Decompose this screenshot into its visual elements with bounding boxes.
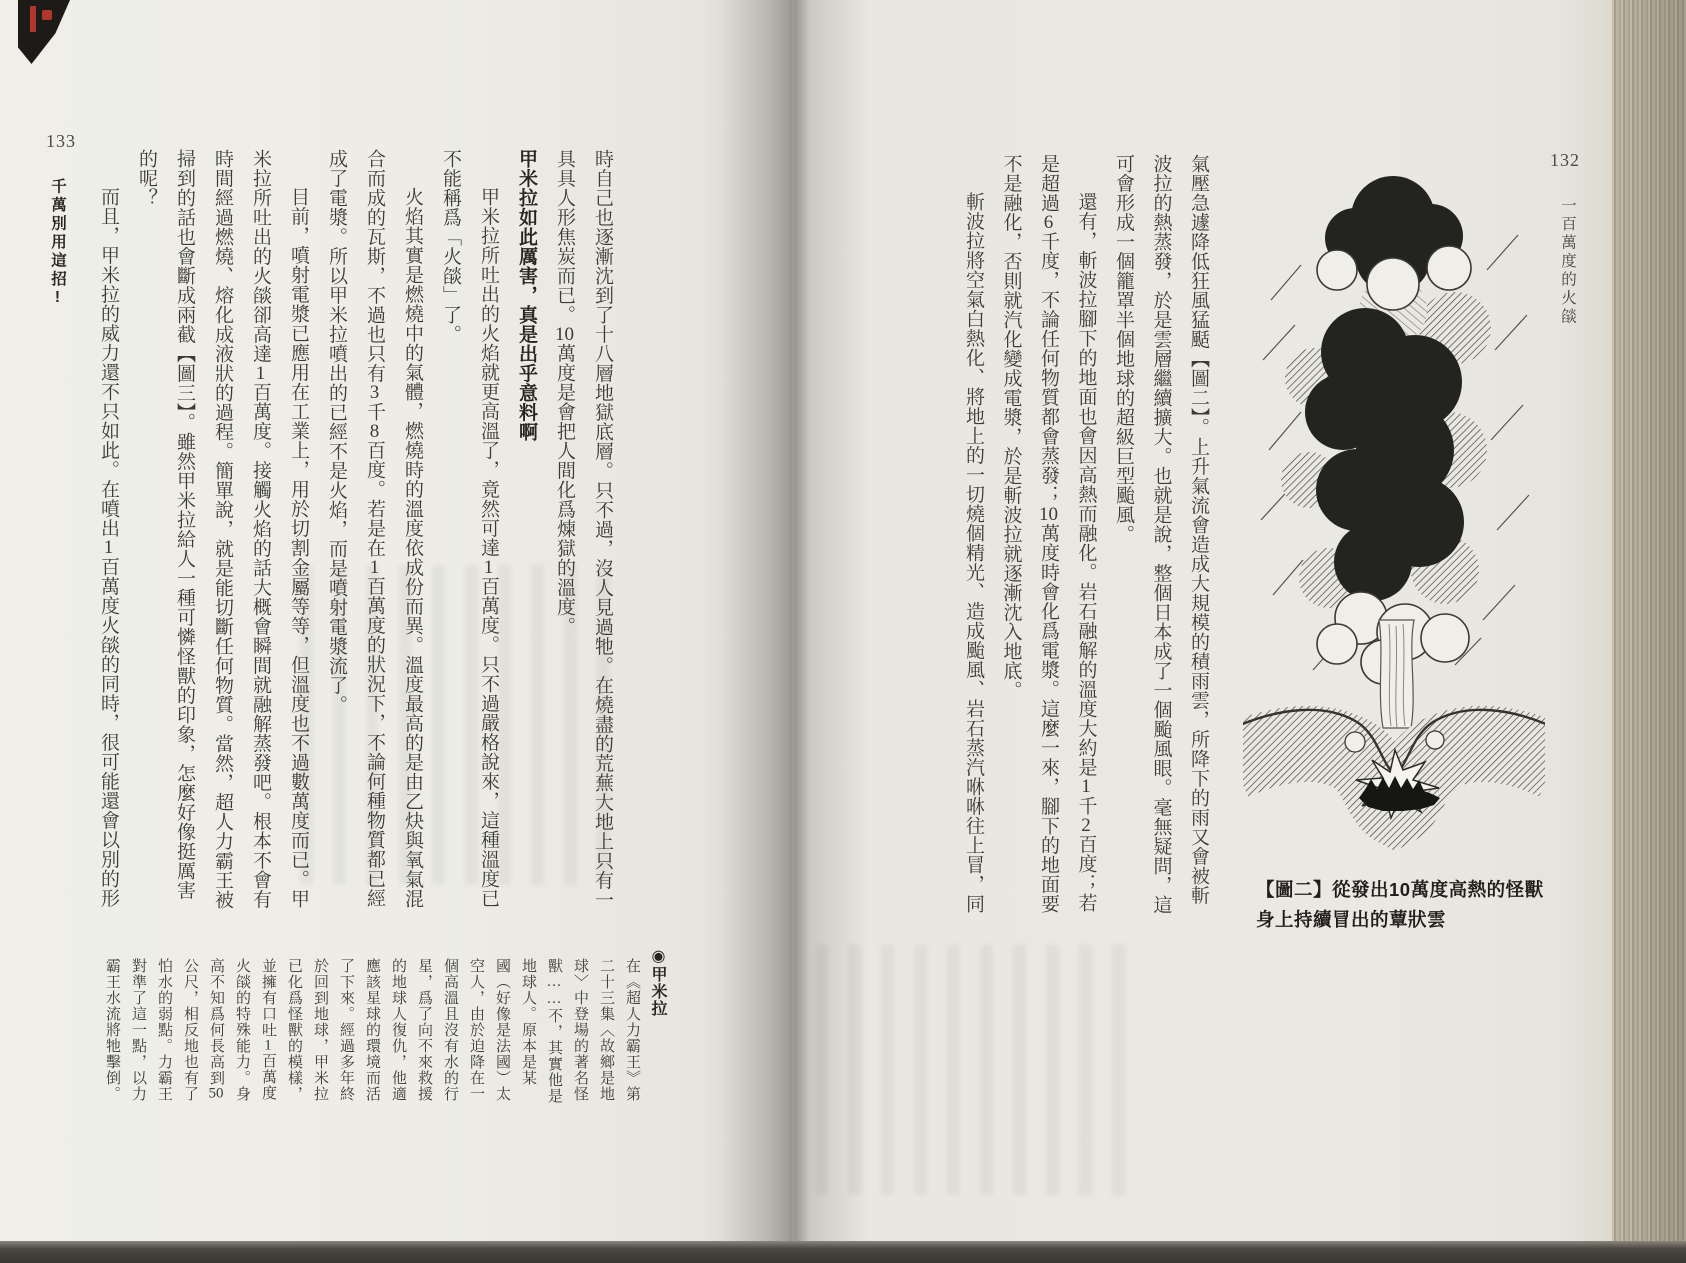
note-text xyxy=(104,958,639,1110)
text-column: 氣壓急遽降低狂風猛颳【圖二】。上升氣流會造成大規模的積雨雲，所降下的雨又會被斬 xyxy=(1188,154,1209,905)
note-column: 獸……不，其實他是 xyxy=(546,958,562,1104)
note-column: 高不知爲何長高到50 xyxy=(208,958,224,1101)
note-column: 霸王水流將牠擊倒。 xyxy=(104,958,120,1102)
text-column: 甲米拉所吐出的火焰就更高溫了，竟然可達1百萬度。只不過嚴格說來，這種溫度已 xyxy=(478,187,499,908)
note-column: 應該星球的環境而活 xyxy=(364,958,380,1102)
note-column: 火燄的特殊能力。身 xyxy=(234,958,250,1102)
text-column: 目前，噴射電漿已應用在工業上，用於切割金屬等等，但溫度也不過數萬度而已。甲 xyxy=(288,187,309,909)
text-column: 斬波拉將空氣白熱化、將地上的一切燒個精光、造成颱風、岩石蒸汽咻咻往上冒，同 xyxy=(963,192,984,914)
note-column: 國（好像是法國）太 xyxy=(494,958,510,1102)
page-edge-fan xyxy=(1612,0,1686,1245)
running-head: 一百萬度的火燄 xyxy=(1559,197,1576,327)
note-column: 個高溫且沒有水的行 xyxy=(442,958,458,1102)
text-column: 米拉所吐出的火燄卻高達1百萬度。接觸火焰的話大概會瞬間就融解蒸發吧。根本不會有 xyxy=(250,149,271,909)
cloud-stem xyxy=(1379,620,1414,728)
text-column: 具具人形焦炭而已。10萬度是會把人間化爲煉獄的溫度。 xyxy=(554,149,575,636)
note-column: 於回到地球，甲米拉 xyxy=(312,958,328,1102)
text-column: 火焰其實是燃燒中的氣體，燃燒時的溫度依成份而異。溫度最高的是由乙炔與氧氣混 xyxy=(402,187,423,909)
text-column: 時自己也逐漸沈到了十八層地獄底層。只不過，沒人見過牠。在燒盡的荒蕪大地上只有一 xyxy=(592,149,613,910)
page-number: 133 xyxy=(46,131,76,151)
red-stamp-mark xyxy=(30,6,36,32)
note-column: 並擁有口吐1百萬度 xyxy=(260,958,276,1101)
scan-bottom-edge xyxy=(0,1241,1686,1263)
text-column: 時間經過燃燒、熔化成液狀的過程。簡單說，就是能切斷任何物質。當然，超人力霸王被 xyxy=(212,149,233,910)
page-number: 132 xyxy=(1550,150,1580,170)
right-page-body-text xyxy=(964,154,1208,939)
text-column: 不是融化，否則就汽化變成電漿，於是斬波拉就逐漸沈入地底。 xyxy=(1000,154,1022,700)
figure-caption-line: 【圖二】從發出10萬度高熱的怪獸 xyxy=(1256,879,1544,900)
note-column: 的地球人復仇，他適 xyxy=(390,958,406,1102)
note-column: 怕水的弱點。力霸王 xyxy=(156,958,172,1102)
text-column: 的呢？ xyxy=(136,149,157,208)
note-column: 對準了這一點，以力 xyxy=(130,958,146,1102)
note-column: 已化爲怪獸的模樣， xyxy=(286,958,302,1102)
text-column: 波拉的熱蒸發，於是雲層繼續擴大。也就是說，整個日本成了一個颱風眼。毫無疑問，這 xyxy=(1150,154,1172,915)
text-column: 不能稱爲「火燄」了。 xyxy=(440,149,461,344)
note-column: 地球人。原本是某 xyxy=(520,958,536,1086)
text-column: 掃到的話也會斷成兩截【圖三】。雖然甲米拉給人一種可憐怪獸的印象，怎麼好像挺厲害 xyxy=(174,149,195,900)
text-column: 成了電漿。所以甲米拉噴出的已經不是火焰，而是噴射電漿流了。 xyxy=(326,149,347,715)
text-column: 是超過6千度，不論任何物質都會蒸發；10萬度時會化爲電漿。這麼一來，腳下的地面要 xyxy=(1038,154,1059,914)
note-column: 空人，由於迫降在一 xyxy=(468,958,484,1102)
text-column: 可會形成一個籠罩半個地球的超級巨型颱風。 xyxy=(1113,154,1134,544)
left-page-body-text xyxy=(99,149,612,934)
note-column: 公尺，相反地也有了 xyxy=(182,958,198,1102)
note-header: ◉甲米拉 xyxy=(649,946,666,1017)
note-column: 二十三集〈故鄉是地 xyxy=(598,958,614,1102)
text-column: 還有，斬波拉腳下的地面也會因高熱而融化。岩石融解的溫度大約是1千2百度；若 xyxy=(1075,192,1097,913)
text-column: 合而成的瓦斯，不過也只有3千8百度。若是在1百萬度的狀況下，不論何種物質都已經 xyxy=(364,149,385,908)
section-heading: 甲米拉如此厲害，真是出乎意料啊 xyxy=(516,149,537,442)
figure-2-illustration xyxy=(1243,150,1545,878)
note-column: 星，爲了向不來救援 xyxy=(416,958,432,1102)
red-stamp-mark xyxy=(42,10,52,20)
running-head: 千萬別用這招! xyxy=(49,178,66,309)
figure-caption-line: 身上持續冒出的蕈狀雲 xyxy=(1256,909,1447,930)
mushroom-cloud xyxy=(1305,176,1464,601)
note-column: 球〉中登場的著名怪 xyxy=(572,958,588,1102)
note-column: 了下來。經過多年終 xyxy=(338,958,354,1102)
note-column: 在《超人力霸王》第 xyxy=(624,958,640,1102)
text-column: 而且，甲米拉的威力還不只如此。在噴出1百萬度火燄的同時，很可能還會以別的形 xyxy=(98,187,119,908)
